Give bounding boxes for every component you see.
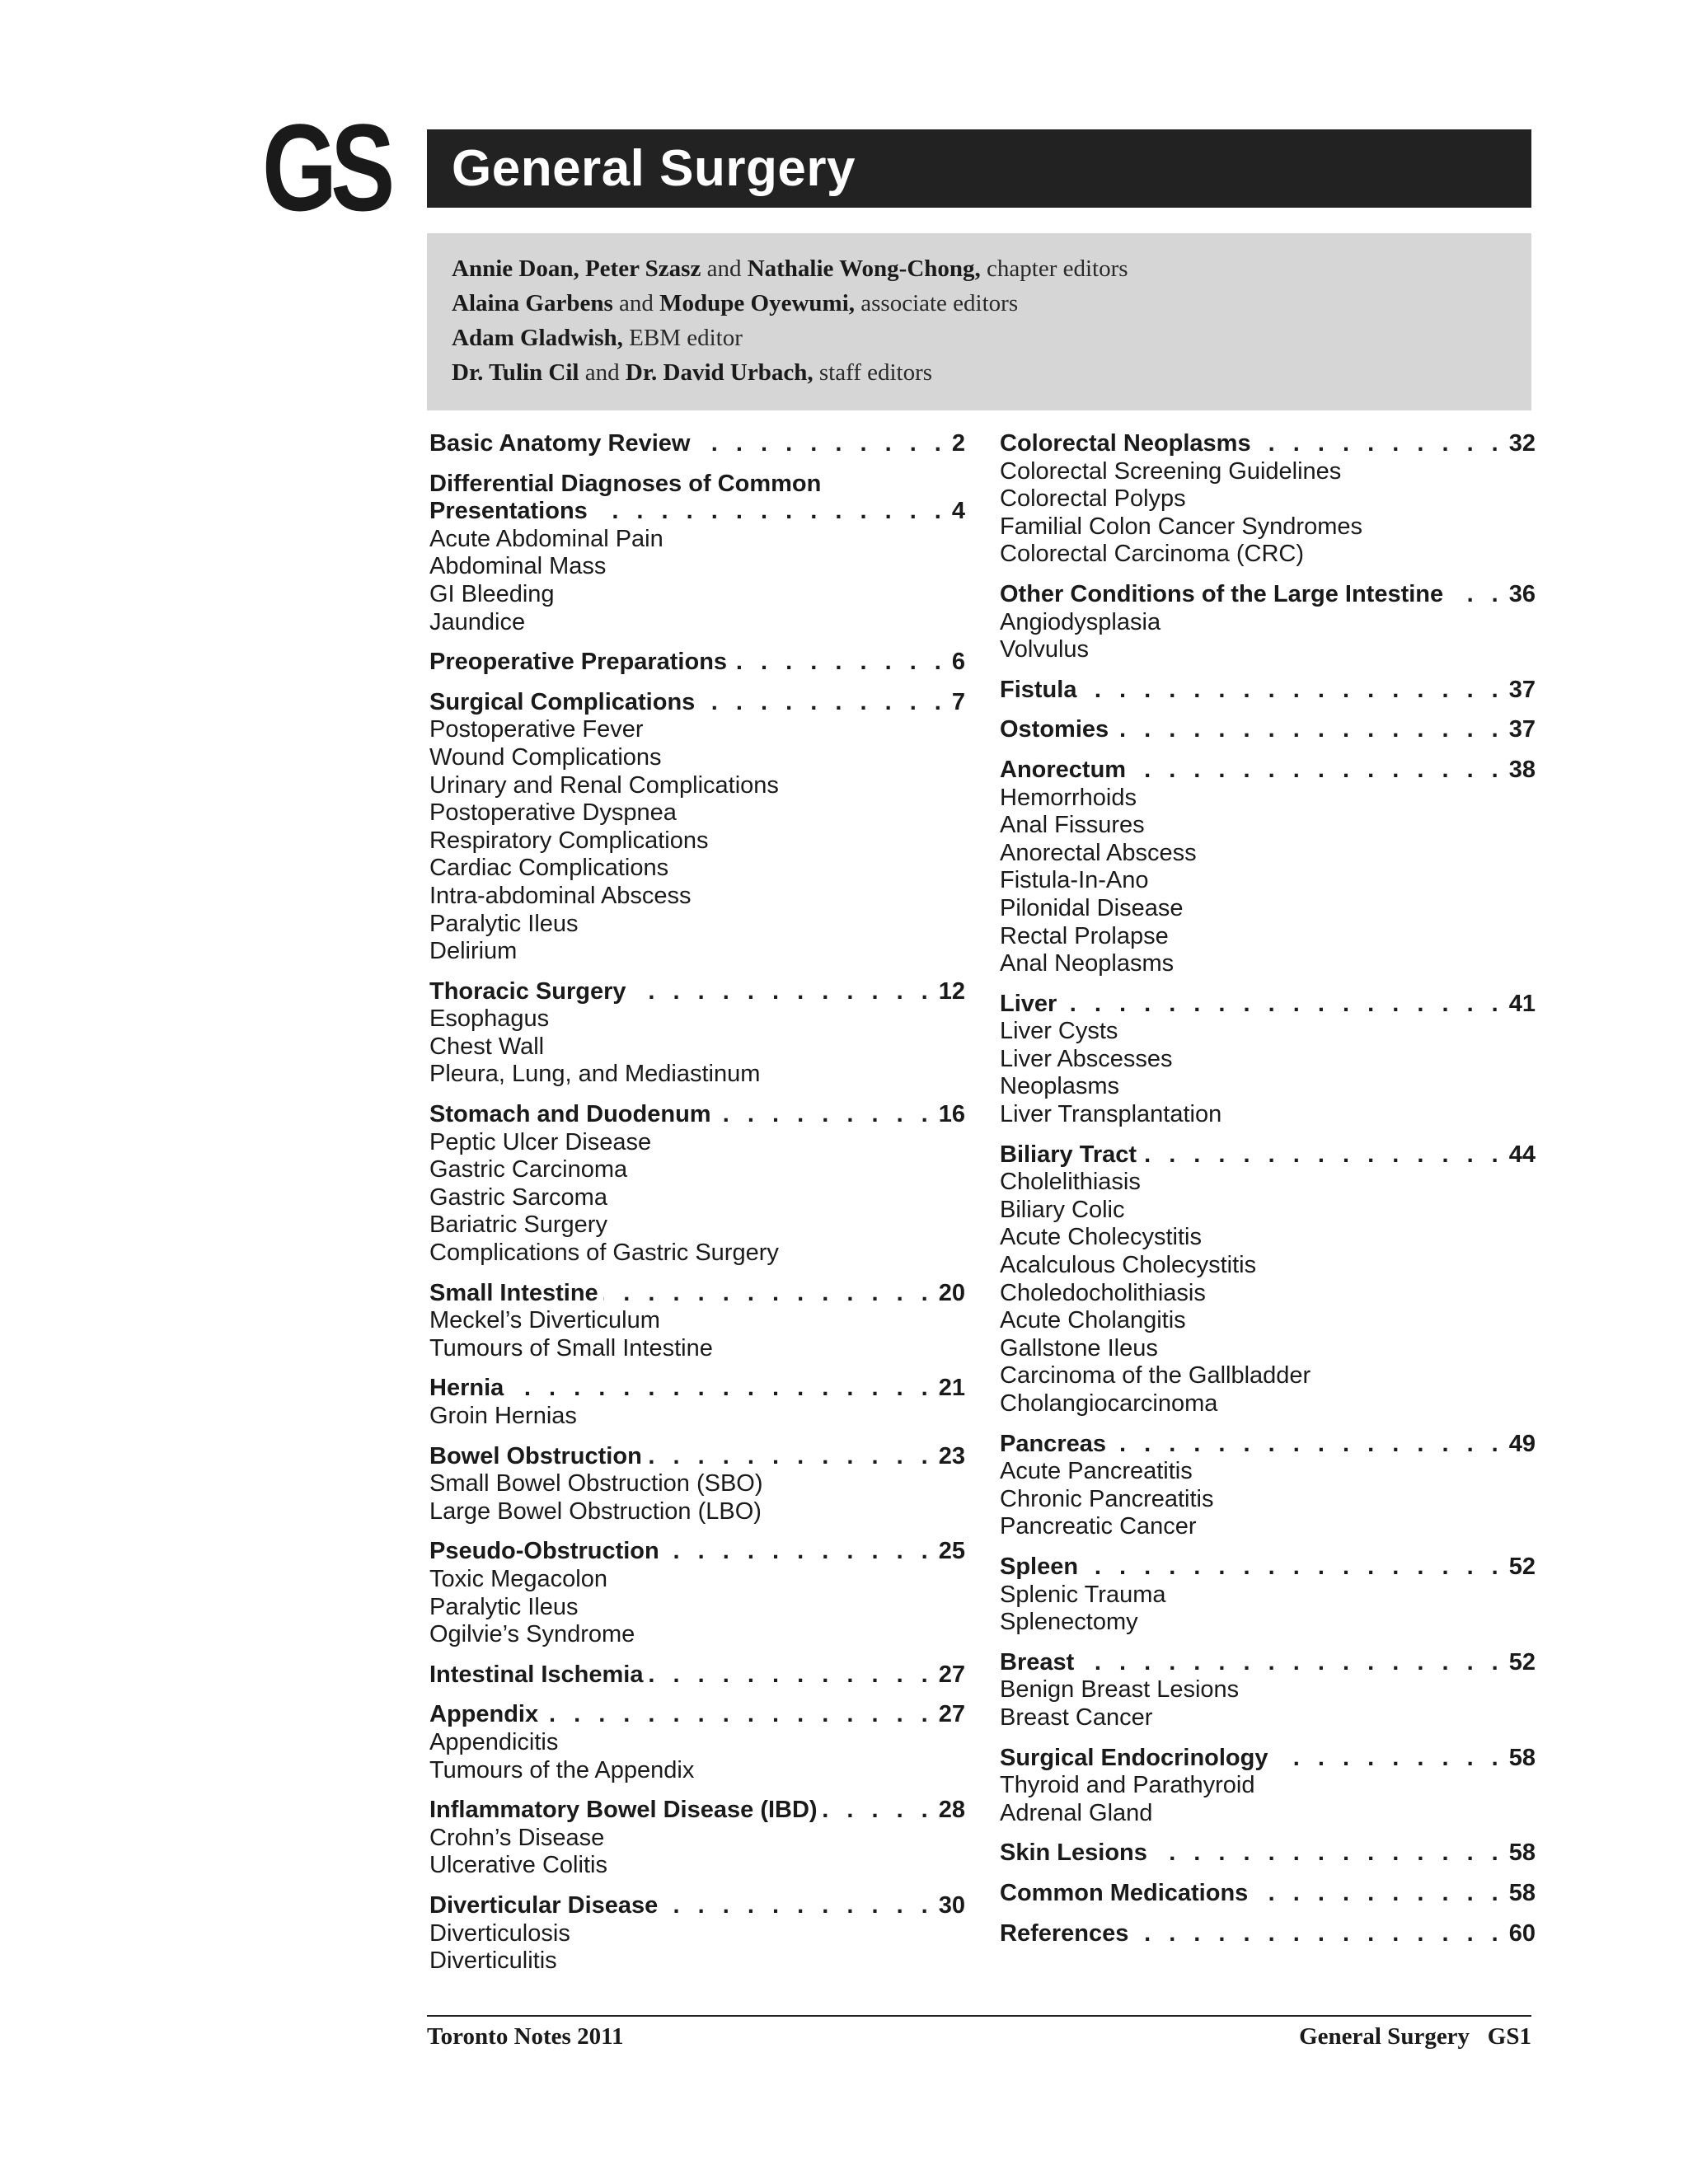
- toc-section-title: Fistula: [1000, 676, 1077, 703]
- toc-leader-dots: [543, 1701, 934, 1729]
- toc-subitem[interactable]: Wound Complications: [429, 743, 662, 771]
- toc-subitem[interactable]: Familial Colon Cancer Syndromes: [1000, 513, 1362, 540]
- toc-subitem[interactable]: Bariatric Surgery: [429, 1212, 607, 1239]
- toc-leader-dots: [1083, 1554, 1504, 1582]
- toc-leader-dots: [1131, 757, 1504, 785]
- toc-section-heading[interactable]: [429, 1538, 965, 1566]
- toc-page-number: 28: [938, 1797, 965, 1824]
- toc-subitem[interactable]: Acute Cholecystitis: [1000, 1224, 1202, 1251]
- toc-subitem[interactable]: Appendicitis: [429, 1728, 559, 1755]
- toc-page-number: 41: [1508, 990, 1536, 1017]
- toc-subitem[interactable]: Liver Abscesses: [1000, 1045, 1173, 1072]
- toc-subitem[interactable]: Cardiac Complications: [429, 855, 669, 882]
- toc-left-column: [429, 430, 965, 1988]
- toc-page-number: 58: [1508, 1840, 1536, 1867]
- toc-subitem[interactable]: Tumours of the Appendix: [429, 1756, 695, 1783]
- toc-section-heading[interactable]: [1000, 716, 1536, 744]
- editor-connector: and: [701, 255, 748, 282]
- toc-section: [1000, 1141, 1536, 1418]
- toc-section: [1000, 991, 1536, 1129]
- toc-section-title: References: [1000, 1919, 1129, 1947]
- toc-section: [429, 978, 965, 1089]
- toc-subitem[interactable]: Hemorrhoids: [1000, 784, 1137, 811]
- toc-subitem[interactable]: Respiratory Complications: [429, 827, 709, 854]
- toc-section-heading[interactable]: [429, 1797, 965, 1825]
- toc-leader-dots: [716, 1101, 934, 1129]
- toc-leader-dots: [593, 498, 947, 526]
- toc-section-title: Pancreas: [1000, 1430, 1106, 1457]
- toc-leader-dots: [509, 1375, 933, 1403]
- toc-section-title: Surgical Complications: [429, 688, 696, 715]
- toc-section: [1000, 716, 1536, 744]
- toc-section-title: Basic Anatomy Review: [429, 430, 691, 457]
- toc-section-heading[interactable]: [1000, 1840, 1536, 1868]
- toc-page-number: 38: [1508, 756, 1536, 783]
- toc-leader-dots: [732, 649, 947, 677]
- toc-section: [429, 1375, 965, 1430]
- toc-leader-dots: [603, 1280, 934, 1308]
- toc-section-title-line1: Differential Diagnoses of Common: [429, 470, 822, 497]
- editor-role: chapter editors: [980, 255, 1128, 282]
- toc-section-title: Presentations: [429, 498, 588, 525]
- toc-page-number: 12: [938, 977, 965, 1005]
- footer-left: Toronto Notes 2011: [427, 2023, 624, 2050]
- toc-section: [429, 1701, 965, 1784]
- toc-section-heading[interactable]: [429, 430, 965, 458]
- editor-line: [452, 286, 1507, 321]
- toc-section: [429, 1538, 965, 1648]
- footer-divider: [427, 2015, 1531, 2017]
- toc-subitem[interactable]: Anal Fissures: [1000, 812, 1145, 839]
- toc-section-title: Preoperative Preparations: [429, 649, 728, 676]
- toc-subitem[interactable]: Anorectal Abscess: [1000, 839, 1197, 866]
- toc-section: [1000, 1649, 1536, 1732]
- toc-leader-dots: [1448, 581, 1504, 609]
- toc-section-heading[interactable]: [429, 1280, 965, 1308]
- toc-subitem[interactable]: Gastric Sarcoma: [429, 1183, 607, 1211]
- toc-subitem[interactable]: Colorectal Polyps: [1000, 485, 1186, 513]
- toc-leader-dots: [649, 1661, 934, 1690]
- toc-section-title: Common Medications: [1000, 1879, 1249, 1906]
- toc-page-number: 60: [1508, 1919, 1536, 1947]
- toc-section: [429, 1280, 965, 1363]
- toc-subitem[interactable]: Delirium: [429, 938, 518, 965]
- toc-section-heading[interactable]: [1000, 1880, 1536, 1908]
- toc-section-title: Surgical Endocrinology: [1000, 1744, 1268, 1771]
- toc-section-heading[interactable]: [429, 1661, 965, 1690]
- toc-page-number: 58: [1508, 1744, 1536, 1771]
- toc-section-heading[interactable]: [1000, 991, 1536, 1019]
- toc-section-heading[interactable]: [429, 1892, 965, 1920]
- toc-section: [1000, 1840, 1536, 1868]
- toc-section: [429, 649, 965, 677]
- toc-section-heading[interactable]: [429, 1443, 965, 1471]
- toc-subitem[interactable]: Jaundice: [429, 608, 526, 635]
- toc-section-heading[interactable]: [1000, 1554, 1536, 1582]
- toc-section: [1000, 430, 1536, 569]
- toc-section-heading[interactable]: [429, 1375, 965, 1403]
- toc-section-title: Liver: [1000, 990, 1057, 1017]
- toc-page-number: 27: [938, 1701, 965, 1728]
- toc-subitem[interactable]: Abdominal Mass: [429, 553, 607, 580]
- toc-subitem[interactable]: Toxic Megacolon: [429, 1565, 607, 1592]
- toc-subitem[interactable]: Crohn’s Disease: [429, 1824, 605, 1851]
- editor-role: EBM editor: [622, 325, 743, 351]
- toc-right-column: [1000, 430, 1536, 1960]
- toc-subitem[interactable]: Intra-abdominal Abscess: [429, 882, 692, 909]
- toc-section-title: Colorectal Neoplasms: [1000, 430, 1251, 457]
- toc-leader-dots: [1142, 1141, 1504, 1169]
- toc-subitem[interactable]: Biliary Colic: [1000, 1196, 1125, 1223]
- editor-line: [452, 321, 1507, 355]
- toc-subitem[interactable]: Ulcerative Colitis: [429, 1852, 607, 1879]
- editor-connector: and: [579, 359, 626, 386]
- toc-subitem[interactable]: Thyroid and Parathyroid: [1000, 1772, 1255, 1799]
- toc-section-heading[interactable]: [1000, 581, 1536, 609]
- toc-leader-dots: [1062, 991, 1503, 1019]
- toc-subitem[interactable]: Angiodysplasia: [1000, 608, 1161, 635]
- toc-page-number: 49: [1508, 1430, 1536, 1457]
- toc-page-number: 44: [1508, 1141, 1536, 1168]
- toc-page-number: 52: [1508, 1553, 1536, 1580]
- toc-subitem[interactable]: Adrenal Gland: [1000, 1799, 1153, 1826]
- toc-page-number: 7: [951, 688, 965, 715]
- toc-subitem[interactable]: Small Bowel Obstruction (SBO): [429, 1470, 763, 1497]
- editor-name: Alaina Garbens: [452, 290, 613, 316]
- toc-subitem[interactable]: Tumours of Small Intestine: [429, 1334, 713, 1361]
- toc-subitem[interactable]: Acute Pancreatitis: [1000, 1458, 1193, 1485]
- toc-section-title: Diverticular Disease: [429, 1891, 659, 1919]
- toc-section: [429, 1661, 965, 1690]
- toc-section-title: Breast: [1000, 1648, 1075, 1675]
- toc-leader-dots: [695, 430, 946, 458]
- toc-subitem[interactable]: Splenectomy: [1000, 1609, 1138, 1636]
- toc-section: [1000, 1920, 1536, 1948]
- toc-subitem[interactable]: Postoperative Fever: [429, 716, 644, 743]
- toc-subitem[interactable]: Benign Breast Lesions: [1000, 1676, 1240, 1704]
- toc-page-number: 6: [951, 649, 965, 676]
- toc-page-number: 30: [938, 1891, 965, 1919]
- editor-connector: [579, 255, 585, 282]
- editor-connector: and: [612, 290, 660, 316]
- chapter-title: General Surgery: [452, 140, 856, 197]
- toc-subitem[interactable]: Volvulus: [1000, 636, 1090, 663]
- toc-section: [429, 1797, 965, 1880]
- toc-subitem[interactable]: Cholangiocarcinoma: [1000, 1390, 1218, 1417]
- toc-page-number: 37: [1508, 676, 1536, 703]
- toc-subitem[interactable]: Gastric Carcinoma: [429, 1156, 628, 1183]
- toc-section: [1000, 581, 1536, 664]
- toc-section-title: Spleen: [1000, 1553, 1079, 1580]
- editor-name: Dr. David Urbach,: [625, 359, 814, 386]
- chapter-title-bar: [427, 129, 1531, 208]
- toc-leader-dots: [664, 1538, 934, 1566]
- editor-name: Modupe Oyewumi,: [659, 290, 855, 316]
- toc-leader-dots: [1081, 677, 1503, 705]
- toc-page-number: 27: [938, 1661, 965, 1688]
- toc-section-heading[interactable]: [1000, 1649, 1536, 1677]
- toc-leader-dots: [823, 1797, 934, 1825]
- toc-leader-dots: [1114, 716, 1504, 744]
- toc-subitem[interactable]: Colorectal Screening Guidelines: [1000, 457, 1342, 485]
- toc-section: [1000, 677, 1536, 705]
- toc-section: [429, 1892, 965, 1975]
- editor-line: [452, 251, 1507, 286]
- toc-subitem[interactable]: Carcinoma of the Gallbladder: [1000, 1362, 1311, 1390]
- toc-section-heading[interactable]: [429, 649, 965, 677]
- toc-section: [1000, 1554, 1536, 1637]
- toc-section-heading[interactable]: [1000, 1431, 1536, 1459]
- toc-section-title: Intestinal Ischemia: [429, 1661, 644, 1688]
- toc-subitem[interactable]: Diverticulitis: [429, 1947, 557, 1975]
- toc-subitem[interactable]: Liver Cysts: [1000, 1018, 1118, 1045]
- toc-page-number: 20: [938, 1279, 965, 1306]
- toc-section-title: Biliary Tract: [1000, 1141, 1137, 1168]
- toc-subitem[interactable]: Acute Cholangitis: [1000, 1307, 1186, 1334]
- toc-subitem[interactable]: Postoperative Dyspnea: [429, 799, 677, 827]
- toc-section: [429, 689, 965, 966]
- toc-leader-dots: [700, 689, 947, 717]
- toc-subitem[interactable]: Esophagus: [429, 1005, 550, 1033]
- editor-role: staff editors: [813, 359, 933, 386]
- toc-section-title: Hernia: [429, 1375, 504, 1402]
- toc-page-number: 32: [1508, 430, 1536, 457]
- toc-subitem[interactable]: Anal Neoplasms: [1000, 950, 1175, 977]
- footer-right: General Surgery GS1: [1299, 2023, 1531, 2050]
- toc-section-title: Pseudo-Obstruction: [429, 1538, 659, 1565]
- toc-section: [1000, 1880, 1536, 1908]
- toc-subitem[interactable]: Paralytic Ileus: [429, 1593, 579, 1620]
- toc-section-heading[interactable]: [1000, 1920, 1536, 1948]
- toc-page-number: 16: [938, 1101, 965, 1128]
- toc-subitem[interactable]: Diverticulosis: [429, 1919, 570, 1947]
- toc-leader-dots: [1111, 1431, 1504, 1459]
- toc-subitem[interactable]: Colorectal Carcinoma (CRC): [1000, 541, 1305, 568]
- toc-subitem[interactable]: GI Bleeding: [429, 580, 555, 607]
- toc-subitem[interactable]: Paralytic Ileus: [429, 910, 579, 937]
- toc-section-title: Anorectum: [1000, 756, 1127, 783]
- toc-page-number: 21: [938, 1375, 965, 1402]
- toc-subitem[interactable]: Chest Wall: [429, 1033, 545, 1060]
- toc-subitem[interactable]: Complications of Gastric Surgery: [429, 1240, 779, 1267]
- toc-subitem[interactable]: Pilonidal Disease: [1000, 894, 1184, 921]
- toc-leader-dots: [1133, 1920, 1503, 1948]
- toc-page-number: 23: [938, 1442, 965, 1469]
- toc-section-title: Other Conditions of the Large Intestine: [1000, 580, 1444, 607]
- toc-section-heading[interactable]: [1000, 1141, 1536, 1169]
- toc-page-number: 36: [1508, 580, 1536, 607]
- toc-section: [429, 1101, 965, 1268]
- editor-name: Annie Doan,: [452, 255, 579, 282]
- toc-subitem[interactable]: Pancreatic Cancer: [1000, 1513, 1197, 1540]
- toc-section: [1000, 757, 1536, 978]
- toc-section-heading[interactable]: [1000, 430, 1536, 458]
- toc-section-title: Inflammatory Bowel Disease (IBD): [429, 1797, 818, 1824]
- toc-section-heading[interactable]: [429, 498, 965, 526]
- editors-box: [427, 233, 1531, 410]
- toc-page-number: 4: [951, 498, 965, 525]
- toc-subitem[interactable]: Splenic Trauma: [1000, 1581, 1166, 1608]
- toc-subitem[interactable]: Meckel’s Diverticulum: [429, 1307, 660, 1334]
- toc-page-number: 25: [938, 1538, 965, 1565]
- toc-subitem[interactable]: Fistula-In-Ano: [1000, 867, 1149, 894]
- toc-leader-dots: [1256, 430, 1504, 458]
- toc-subitem[interactable]: Peptic Ulcer Disease: [429, 1128, 652, 1155]
- toc-subitem[interactable]: Ogilvie’s Syndrome: [429, 1621, 635, 1648]
- toc-subitem[interactable]: Breast Cancer: [1000, 1704, 1153, 1731]
- toc-section: [1000, 1745, 1536, 1828]
- toc-subitem[interactable]: Acalculous Cholecystitis: [1000, 1252, 1257, 1279]
- toc-subitem[interactable]: Pleura, Lung, and Mediastinum: [429, 1061, 761, 1088]
- toc-section-heading[interactable]: [429, 689, 965, 717]
- toc-section: [429, 1443, 965, 1526]
- toc-page-number: 37: [1508, 716, 1536, 743]
- toc-section-title: Ostomies: [1000, 716, 1109, 743]
- chapter-code: GS: [262, 98, 389, 237]
- toc-section: [1000, 1431, 1536, 1541]
- toc-section-title: Small Intestine: [429, 1279, 598, 1306]
- toc-leader-dots: [663, 1892, 933, 1920]
- toc-section-heading[interactable]: [1000, 677, 1536, 705]
- editor-name: Adam Gladwish,: [452, 325, 623, 351]
- toc-section: [429, 430, 965, 458]
- toc-section-title: Thoracic Surgery: [429, 977, 626, 1005]
- toc-page-number: 52: [1508, 1648, 1536, 1675]
- toc-subitem[interactable]: Gallstone Ileus: [1000, 1334, 1158, 1361]
- toc-leader-dots: [1273, 1745, 1504, 1773]
- toc-page-number: 58: [1508, 1879, 1536, 1906]
- toc-subitem[interactable]: Liver Transplantation: [1000, 1101, 1222, 1128]
- editor-name: Nathalie Wong-Chong,: [747, 255, 981, 282]
- toc-subitem[interactable]: Cholelithiasis: [1000, 1169, 1141, 1196]
- toc-subitem[interactable]: Choledocholithiasis: [1000, 1279, 1206, 1306]
- toc-subitem[interactable]: Large Bowel Obstruction (LBO): [429, 1497, 762, 1525]
- toc-section-heading[interactable]: [429, 1101, 965, 1129]
- toc-section-title: Stomach and Duodenum: [429, 1101, 711, 1128]
- editor-line: [452, 355, 1507, 390]
- toc-section-heading[interactable]: [429, 1701, 965, 1729]
- editor-role: associate editors: [855, 290, 1019, 316]
- toc-subitem[interactable]: Chronic Pancreatitis: [1000, 1485, 1214, 1512]
- toc-subitem[interactable]: Groin Hernias: [429, 1403, 577, 1429]
- toc-subitem[interactable]: Rectal Prolapse: [1000, 922, 1169, 949]
- toc-section-title: Appendix: [429, 1701, 539, 1728]
- toc-subitem[interactable]: Neoplasms: [1000, 1073, 1120, 1100]
- toc-section-title: Skin Lesions: [1000, 1840, 1147, 1867]
- toc-subitem[interactable]: Urinary and Renal Complications: [429, 771, 779, 799]
- toc-subitem[interactable]: Acute Abdominal Pain: [429, 525, 663, 552]
- editor-name: Peter Szasz: [584, 255, 701, 282]
- toc-leader-dots: [1253, 1880, 1503, 1908]
- toc-section-title: Bowel Obstruction: [429, 1442, 642, 1469]
- editor-name: Dr. Tulin Cil: [452, 359, 579, 386]
- toc-page-number: 2: [951, 430, 965, 457]
- toc-section-heading[interactable]: [429, 978, 965, 1006]
- toc-leader-dots: [631, 978, 934, 1006]
- toc-section-heading[interactable]: [1000, 757, 1536, 785]
- toc-section: [429, 471, 965, 637]
- toc-leader-dots: [1152, 1840, 1504, 1868]
- toc-section-heading[interactable]: [1000, 1745, 1536, 1773]
- toc-leader-dots: [1079, 1649, 1503, 1677]
- toc-leader-dots: [647, 1443, 934, 1471]
